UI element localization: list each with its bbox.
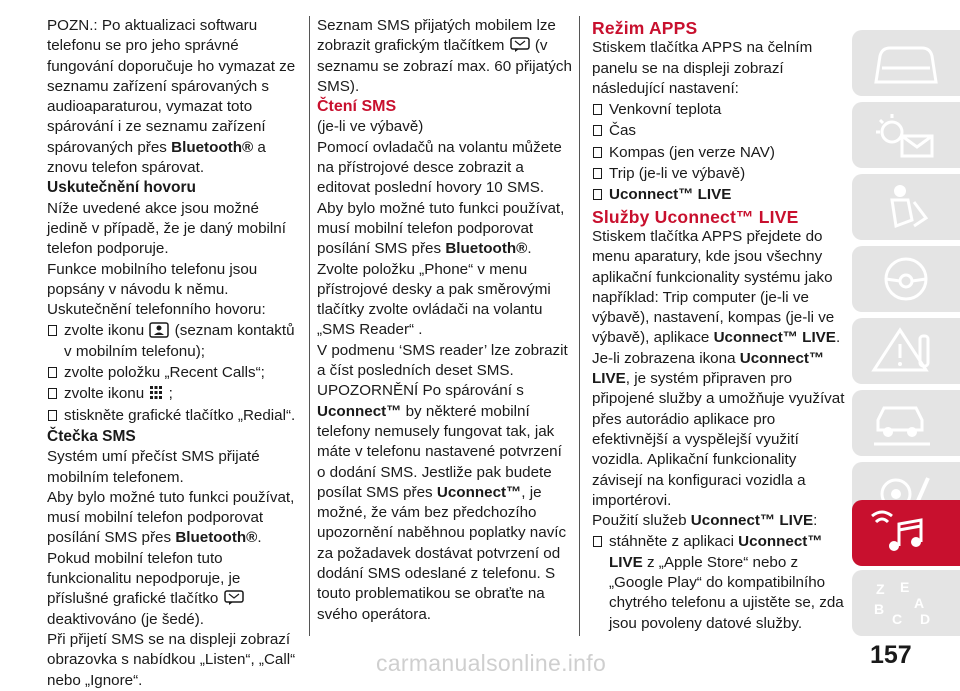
car-lift-icon xyxy=(870,398,942,448)
heading-reading-sms: Čtení SMS xyxy=(317,98,397,116)
keypad-icon xyxy=(149,385,163,401)
reader-paragraph-3: Pokud mobilní telefon tuto funkcionalitu nepodporuje, je příslušné grafické tlačítko deaktivováno (je šedé). xyxy=(47,549,303,630)
column-2 xyxy=(317,16,573,625)
checkbox-bullet-icon xyxy=(593,168,602,179)
sms-icon xyxy=(510,37,530,53)
checkbox-bullet-icon xyxy=(48,325,57,336)
list-item: Trip (je-li ve výbavě) xyxy=(592,164,848,184)
tab-dashboard[interactable] xyxy=(852,30,960,96)
steering-paragraph: Pomocí ovladačů na volantu můžete na přístrojové desce zobrazit a editovat poslední hovory 10 SMS. Aby bylo možné tuto funkci používat, musí mobilní telefon podporovat posílání SMS přes Bluetooth®. xyxy=(317,138,565,258)
tab-warning-lights[interactable] xyxy=(852,102,960,168)
svg-text:C: C xyxy=(892,611,903,627)
svg-text:A: A xyxy=(914,595,925,611)
live-paragraph-1: Stiskem tlačítka APPS přejdete do menu aparatury, kde jsou všechny aplikační funkcionality systému jako například: Trip computer (je-li ve výbavě), nastavení, kompas (je-li ve výbavě), aplikace Uconnect™ LIVE. xyxy=(592,227,841,347)
svg-text:D: D xyxy=(920,611,931,627)
reader-paragraph-2: Aby bylo možné tuto funkci používat, musí mobilní telefon podporovat posílání SMS přes Bluetooth®. xyxy=(47,488,295,547)
svg-text:B: B xyxy=(874,601,885,617)
submenu-paragraph: V podmenu ‘SMS reader’ lze zobrazit a číst posledních deset SMS. xyxy=(317,341,568,380)
list-item: Venkovní teplota xyxy=(592,100,848,120)
calls-paragraph-1: Níže uvedené akce jsou možné jedině v případě, že je daný mobilní telefon podporuje. xyxy=(47,199,286,258)
multimedia-music-icon xyxy=(870,508,942,558)
warning-paragraph: UPOZORNĚNÍ Po spárování s Uconnect™ by některé mobilní telefony nemusely fungovat tak, jak máte v telefonu nastavené potvrzení o dodání SMS. Jestliže pak budete posílat SMS přes Uconnect™, je možné, že vám bez předchozího upozornění naběhnou poplatky navíc za požadavek dostávat potvrzení od dodání SMS odeslané z telefonu. S touto problematikou se obraťte na svého operátora. xyxy=(317,382,567,623)
alphabet-index-icon xyxy=(870,578,942,628)
tab-index[interactable] xyxy=(852,570,960,636)
tab-maintenance[interactable] xyxy=(852,390,960,456)
checkbox-bullet-icon xyxy=(48,410,57,421)
phone-menu-paragraph: Zvolte položku „Phone“ v menu přístrojové desky a pak směrovými tlačítky zvolte ovládači na volantu „SMS Reader“ . xyxy=(317,260,551,339)
heading-apps-mode: Režim APPS xyxy=(592,18,698,38)
sms-icon xyxy=(224,590,244,606)
checkbox-bullet-icon xyxy=(593,147,602,158)
apps-paragraph: Stiskem tlačítka APPS na čelním panelu se na displeji zobrazí následující nastavení: xyxy=(592,39,813,97)
availability-note: (je-li ve výbavě) xyxy=(317,118,424,136)
tab-safety[interactable] xyxy=(852,174,960,240)
reader-paragraph-4: Při přijetí SMS se na displeji zobrazí obrazovka s nabídkou „Listen“, „Call“ nebo „Ignore“. xyxy=(47,630,296,689)
steering-wheel-icon xyxy=(870,254,942,304)
heading-calls: Uskutečnění hovoru xyxy=(47,179,196,197)
checkbox-bullet-icon xyxy=(593,189,602,200)
svg-text:Z: Z xyxy=(876,581,885,597)
svg-text:E: E xyxy=(900,579,910,595)
live-paragraph-3: Použití služeb Uconnect™ LIVE: xyxy=(592,512,818,530)
list-item: stiskněte grafické tlačítko „Redial“. xyxy=(47,406,303,426)
tab-emergency[interactable] xyxy=(852,318,960,384)
list-item: zvolte položku „Recent Calls“; xyxy=(47,363,303,383)
tab-multimedia[interactable] xyxy=(852,500,960,566)
calls-paragraph-3: Uskutečnění telefonního hovoru: xyxy=(47,301,266,319)
list-item: zvolte ikonu (seznam kontaktů v mobilním telefonu); xyxy=(47,321,303,362)
heading-sms-reader: Čtečka SMS xyxy=(47,427,136,445)
watermark: carmanualsonline.info xyxy=(376,650,607,676)
live-paragraph-2: Je-li zobrazena ikona Uconnect™ LIVE, je systém připraven pro připojené služby a umožňuje využívat přes autorádio aplikace pro efektivnější a vyspělejší využití vozidla. Aplikační funkcionality závisejí na konfiguraci vozidla a importérovi. xyxy=(592,349,845,509)
page-number: 157 xyxy=(870,641,912,669)
checkbox-bullet-icon xyxy=(593,536,602,547)
reader-paragraph-1: Systém umí přečíst SMS přijaté mobilním telefonem. xyxy=(47,448,260,486)
checkbox-bullet-icon xyxy=(593,125,602,136)
list-item: zvolte ikonu ; xyxy=(47,384,303,404)
note-paragraph: POZN.: Po aktualizaci softwaru telefonu se pro jeho správné fungování doporučuje ho vymazat ze seznamu zařízení spárovaných s audioaparaturou, vymazat toto spárování i ze seznamu zařízení spárovaných přes Bluetooth® a znovu telefon spárovat. xyxy=(47,17,296,177)
checkbox-bullet-icon xyxy=(48,367,57,378)
warning-triangle-icon xyxy=(870,326,942,376)
list-item: Kompas (jen verze NAV) xyxy=(592,143,848,163)
warning-lights-icon xyxy=(870,110,942,160)
sms-list-paragraph: Seznam SMS přijatých mobilem lze zobrazit grafickým tlačítkem (v seznamu se zobrazí max. 60 přijatých SMS). xyxy=(317,17,572,95)
calls-paragraph-2: Funkce mobilního telefonu jsou popsány v návodu k němu. xyxy=(47,260,258,298)
column-1 xyxy=(47,16,303,691)
column-3 xyxy=(592,16,848,635)
list-item: stáhněte z aplikaci Uconnect™ LIVE z „Apple Store“ nebo z „Google Play“ do kompatibilního chytrého telefonu a ujistěte se, zda jsou povoleny datové služby. xyxy=(592,532,848,633)
list-item: Uconnect™ LIVE xyxy=(592,185,848,205)
checkbox-bullet-icon xyxy=(593,104,602,115)
car-dashboard-icon xyxy=(870,38,942,88)
heading-uconnect-live: Služby Uconnect™ LIVE xyxy=(592,206,799,227)
contacts-icon xyxy=(149,322,169,338)
checkbox-bullet-icon xyxy=(48,388,57,399)
column-divider xyxy=(309,16,310,636)
list-item: Čas xyxy=(592,121,848,141)
safety-seat-icon xyxy=(870,182,942,232)
tab-starting-driving[interactable] xyxy=(852,246,960,312)
column-divider xyxy=(579,16,580,636)
